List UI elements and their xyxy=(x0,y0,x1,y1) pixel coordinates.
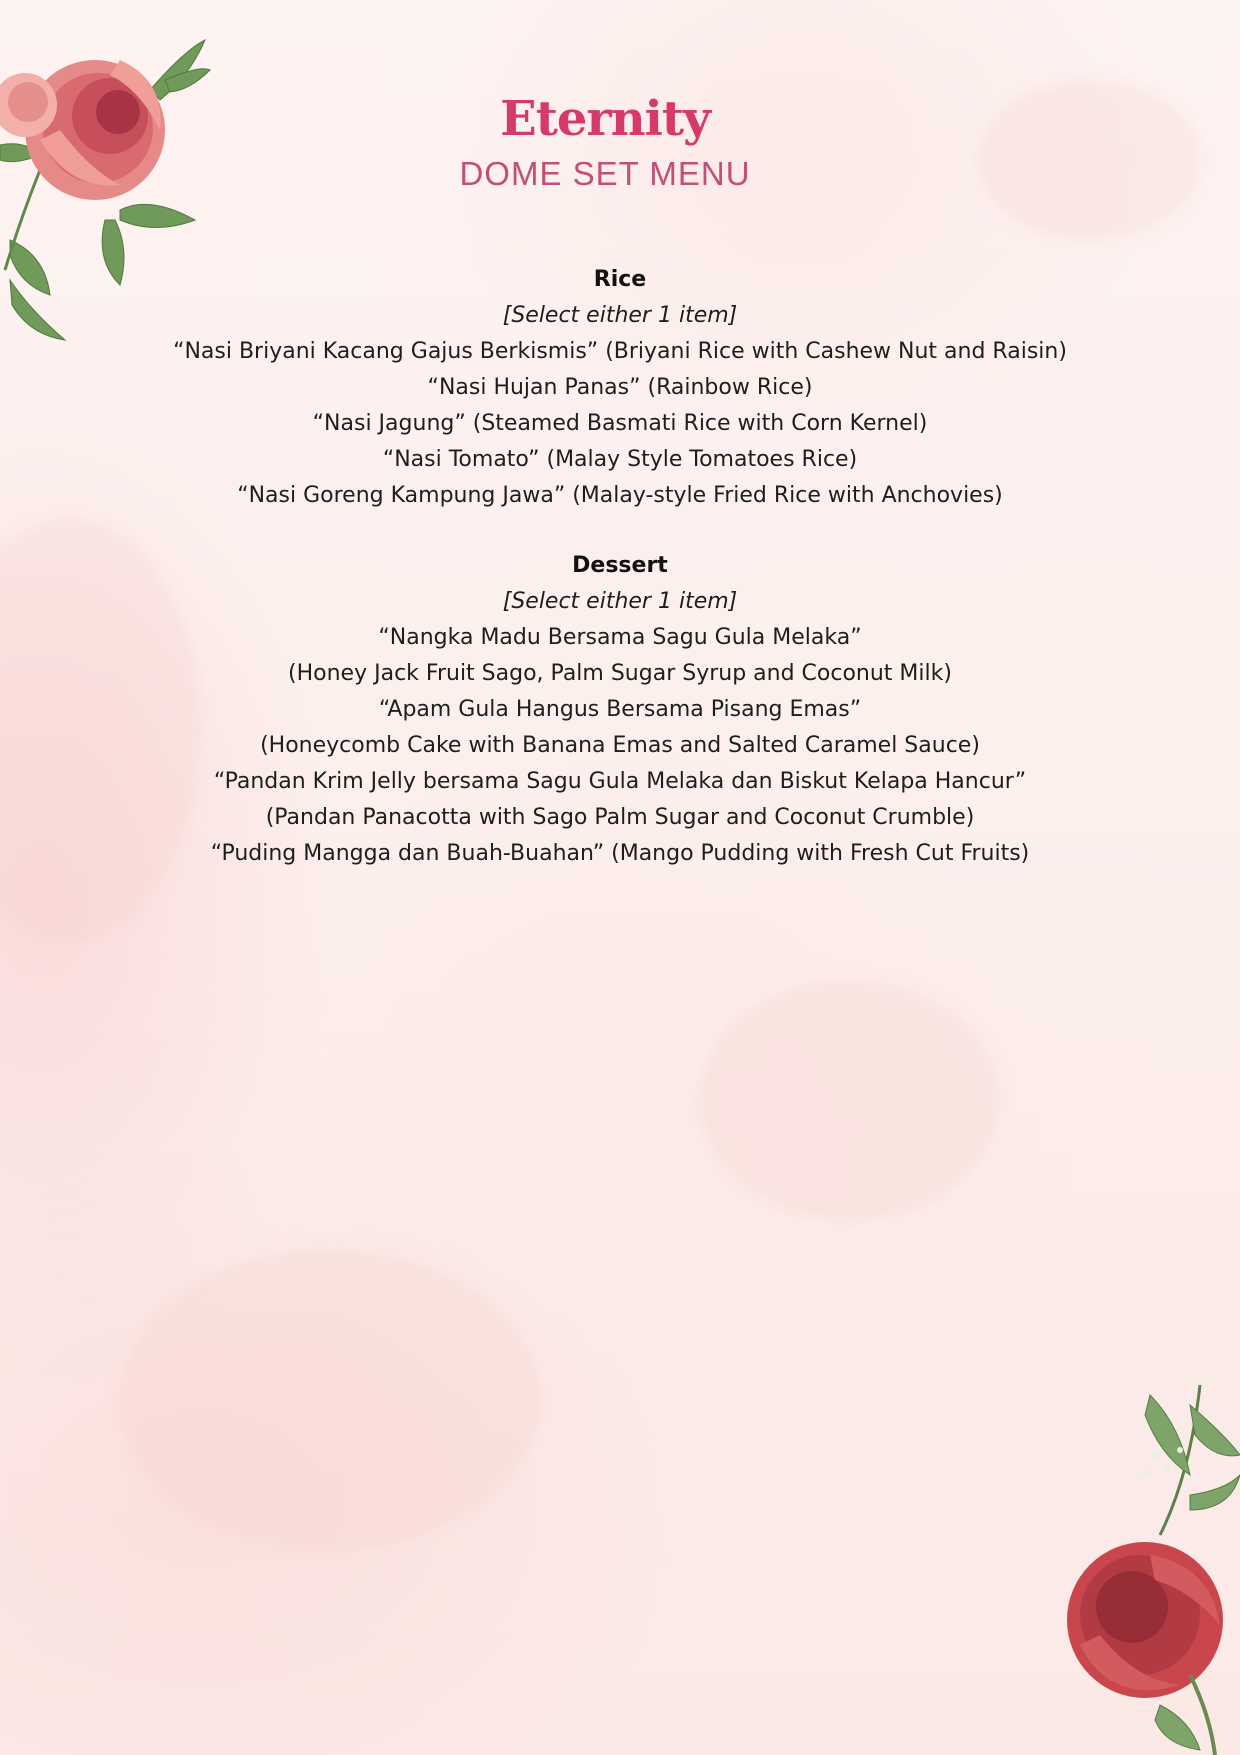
menu-item: “Nangka Madu Bersama Sagu Gula Melaka” xyxy=(378,625,862,650)
menu-item: “Nasi Briyani Kacang Gajus Berkismis” (Briyani Rice with Cashew Nut and Raisin) xyxy=(173,339,1067,364)
menu-item-description: (Honey Jack Fruit Sago, Palm Sugar Syrup and Coconut Milk) xyxy=(288,661,952,686)
menu-item-description: (Honeycomb Cake with Banana Emas and Salted Caramel Sauce) xyxy=(260,733,980,758)
menu-item: “Nasi Hujan Panas” (Rainbow Rice) xyxy=(427,375,813,400)
menu-item: “Puding Mangga dan Buah-Buahan” (Mango Pudding with Fresh Cut Fruits) xyxy=(210,841,1030,866)
section-title: Dessert xyxy=(572,553,668,578)
rice-section xyxy=(0,262,1240,514)
brand-logo: Eternity xyxy=(500,91,710,147)
menu-item: “Nasi Jagung” (Steamed Basmati Rice with Corn Kernel) xyxy=(312,411,928,436)
rose-bottom-right-image xyxy=(1040,1385,1240,1755)
watercolor-blotch xyxy=(120,1250,540,1550)
section-note: [Select either 1 item] xyxy=(502,303,738,328)
menu-item: “Nasi Tomato” (Malay Style Tomatoes Rice) xyxy=(382,447,858,472)
section-title: Rice xyxy=(593,267,647,292)
menu-title: DOME SET MENU xyxy=(459,155,751,193)
section-note: [Select either 1 item] xyxy=(502,589,738,614)
menu-item: “Pandan Krim Jelly bersama Sagu Gula Melaka dan Biskut Kelapa Hancur” xyxy=(213,769,1027,794)
menu-item-description: (Pandan Panacotta with Sago Palm Sugar and Coconut Crumble) xyxy=(265,805,975,830)
menu-content xyxy=(0,262,1240,906)
menu-header xyxy=(0,92,1210,193)
menu-item: “Nasi Goreng Kampung Jawa” (Malay-style Fried Rice with Anchovies) xyxy=(237,483,1003,508)
dessert-section xyxy=(0,548,1240,872)
watercolor-blotch xyxy=(700,980,1000,1220)
menu-item: “Apam Gula Hangus Bersama Pisang Emas” xyxy=(378,697,862,722)
